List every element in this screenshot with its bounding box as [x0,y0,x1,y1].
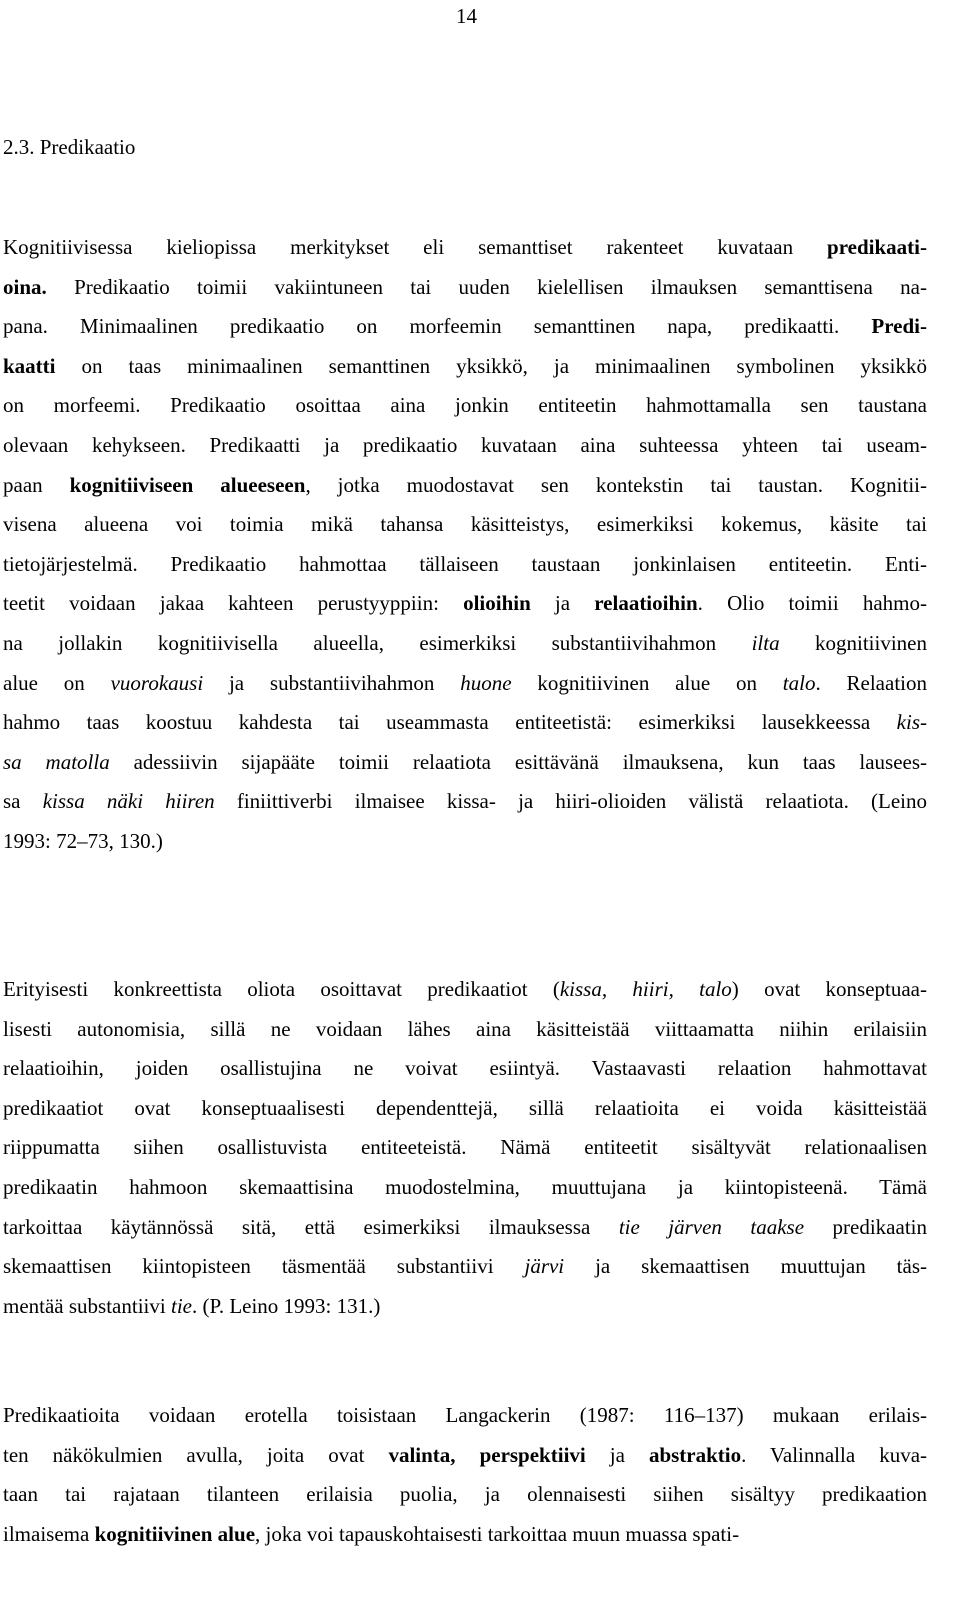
text-line [3,1128,927,1168]
text-span: visena alueena voi toimia mikä tahansa käsitteistys, esimerkiksi kokemus, käsite tai [3,512,927,537]
italic-example: huone [460,670,512,695]
text-span: kognitiivinen [779,630,927,655]
text-span: . (P. Leino 1993: 131.) [191,1293,381,1318]
text-span: ilmaisema [3,1521,95,1546]
italic-example: kissa näki hiiren [42,789,215,814]
text-span: sa [3,789,43,814]
text-span: mentää substantiivi [3,1293,171,1318]
text-line [3,228,927,268]
text-span: predikaatiot ovat konseptuaalisesti dependenttejä, sillä relaatioita ei voida käsitteistää [3,1095,927,1120]
paragraph-1 [3,228,927,862]
text-line [3,1475,927,1515]
bold-term: valinta, perspektiivi [388,1442,586,1467]
paragraph-3 [3,1396,927,1554]
text-line [3,664,927,704]
text-line [3,1049,927,1089]
text-line [3,386,927,426]
text-line [3,703,927,743]
italic-example: kis- [896,710,927,735]
text-line [3,505,927,545]
text-span: paan [3,472,70,497]
text-span: . Relaation [815,670,927,695]
text-span: lisesti autonomisia, sillä ne voidaan lähes aina käsitteistää viittaamatta niihin erilaisiin [3,1016,927,1041]
italic-example: tie järven taakse [618,1214,805,1239]
text-span: on morfeemi. Predikaatio osoittaa aina jonkin entiteetin hahmottamalla sen taustana [3,393,927,418]
text-span: . Valinnalla kuva- [741,1442,927,1467]
text-span: na jollakin kognitiivisella alueella, esimerkiksi substantiivihahmon [3,630,752,655]
bold-term: abstraktio [648,1442,742,1467]
text-span: kognitiivinen alue on [511,670,783,695]
bold-term: relaatioihin [594,591,698,616]
text-span: relaatioihin, joiden osallistujina ne voivat esiintyä. Vastaavasti relaation hahmottavat [3,1056,927,1081]
text-line [3,268,927,308]
text-span: hahmo taas koostuu kahdesta tai useammasta entiteetistä: esimerkiksi lausekkeessa [3,710,897,735]
italic-example: tie [170,1293,192,1318]
text-span: , joka voi tapauskohtaisesti tarkoittaa muun muassa spati- [255,1521,740,1546]
text-span: pana. Minimaalinen predikaatio on morfeemin semanttinen napa, predikaatti. [3,314,872,339]
bold-term: kaatti [3,353,56,378]
text-span: olevaan kehykseen. Predikaatti ja predikaatio kuvataan aina suhteessa yhteen tai useam- [3,432,927,457]
text-span: ja substantiivihahmon [203,670,461,695]
bold-term: oina. [3,274,47,299]
italic-example: järvi [524,1254,565,1279]
text-line [3,970,927,1010]
text-span: predikaatin [804,1214,927,1239]
text-span: adessiivin sijapääte toimii relaatiota esittävänä ilmauksena, kun taas lausees- [109,749,927,774]
text-line [3,584,927,624]
text-line [3,1515,927,1555]
text-line [3,1436,927,1476]
text-span: tietojärjestelmä. Predikaatio hahmottaa tällaiseen taustaan jonkinlaisen entiteetin. Enti- [3,551,927,576]
text-span: , jotka muodostavat sen kontekstin tai taustan. Kognitii- [305,472,927,497]
text-span: riippumatta siihen osallistuvista entiteeteistä. Nämä entiteetit sisältyvät relationaalisen [3,1135,927,1160]
bold-term: predikaati- [827,235,927,259]
text-line [3,1089,927,1129]
text-span: 1993: 72–73, 130.) [3,828,163,853]
bold-term: olioihin [463,591,531,616]
text-span: on taas minimaalinen semanttinen yksikkö, ja minimaalinen symbolinen yksikkö [55,353,927,378]
text-span: Predikaatioita voidaan erotella toisistaan Langackerin (1987: 116–137) mukaan erilais- [3,1403,927,1427]
text-span: taan tai rajataan tilanteen erilaisia puolia, ja olennaisesti siihen sisältyy predikaation [3,1482,927,1507]
bold-term: Predi- [871,314,927,339]
italic-example: ilta [751,630,780,655]
text-line [3,1168,927,1208]
text-line [3,1208,927,1248]
text-line [3,1287,927,1327]
text-span: . Olio toimii hahmo- [697,591,927,616]
text-line [3,782,927,822]
text-span: ja skemaattisen muuttujan täs- [564,1254,927,1279]
text-line [3,307,927,347]
text-span: alue on [3,670,111,695]
italic-example: sa matolla [3,749,110,774]
text-line [3,426,927,466]
page-number: 14 [456,4,477,28]
bold-term: kognitiivinen alue [94,1521,256,1546]
text-span: predikaatin hahmoon skemaattisina muodostelmina, muuttujana ja kiintopisteenä. Tämä [3,1174,927,1199]
text-line [3,743,927,783]
text-line [3,466,927,506]
text-span: Kognitiivisessa kieliopissa merkitykset eli semanttiset rakenteet kuvataan [3,235,828,259]
paragraph-2 [3,970,927,1326]
text-span: Predikaatio toimii vakiintuneen tai uuden kielellisen ilmauksen semanttisena na- [46,274,927,299]
text-line [3,624,927,664]
text-line [3,1010,927,1050]
text-span: teetit voidaan jakaa kahteen perustyyppiin: [3,591,464,616]
text-span: ja [530,591,595,616]
bold-term: kognitiiviseen alueeseen [69,472,306,497]
italic-example: talo [782,670,816,695]
italic-example: vuorokausi [110,670,204,695]
section-heading: 2.3. Predikaatio [3,135,136,159]
text-span: tarkoittaa käytännössä sitä, että esimerkiksi ilmauksessa [3,1214,619,1239]
text-line [3,1247,927,1287]
italic-example: kissa, hiiri, talo [559,977,732,1001]
text-span: ) ovat konseptuaa- [731,977,927,1001]
text-span: finiittiverbi ilmaisee kissa- ja hiiri-olioiden välistä relaatiota. (Leino [214,789,927,814]
text-line [3,822,927,862]
text-span: skemaattisen kiintopisteen täsmentää substantiivi [3,1254,525,1279]
text-span: Erityisesti konkreettista oliota osoittavat predikaatiot ( [3,977,560,1001]
text-span: ja [585,1442,649,1467]
text-line [3,347,927,387]
text-line [3,545,927,585]
text-span: ten näkökulmien avulla, joita ovat [3,1442,389,1467]
text-line [3,1396,927,1436]
